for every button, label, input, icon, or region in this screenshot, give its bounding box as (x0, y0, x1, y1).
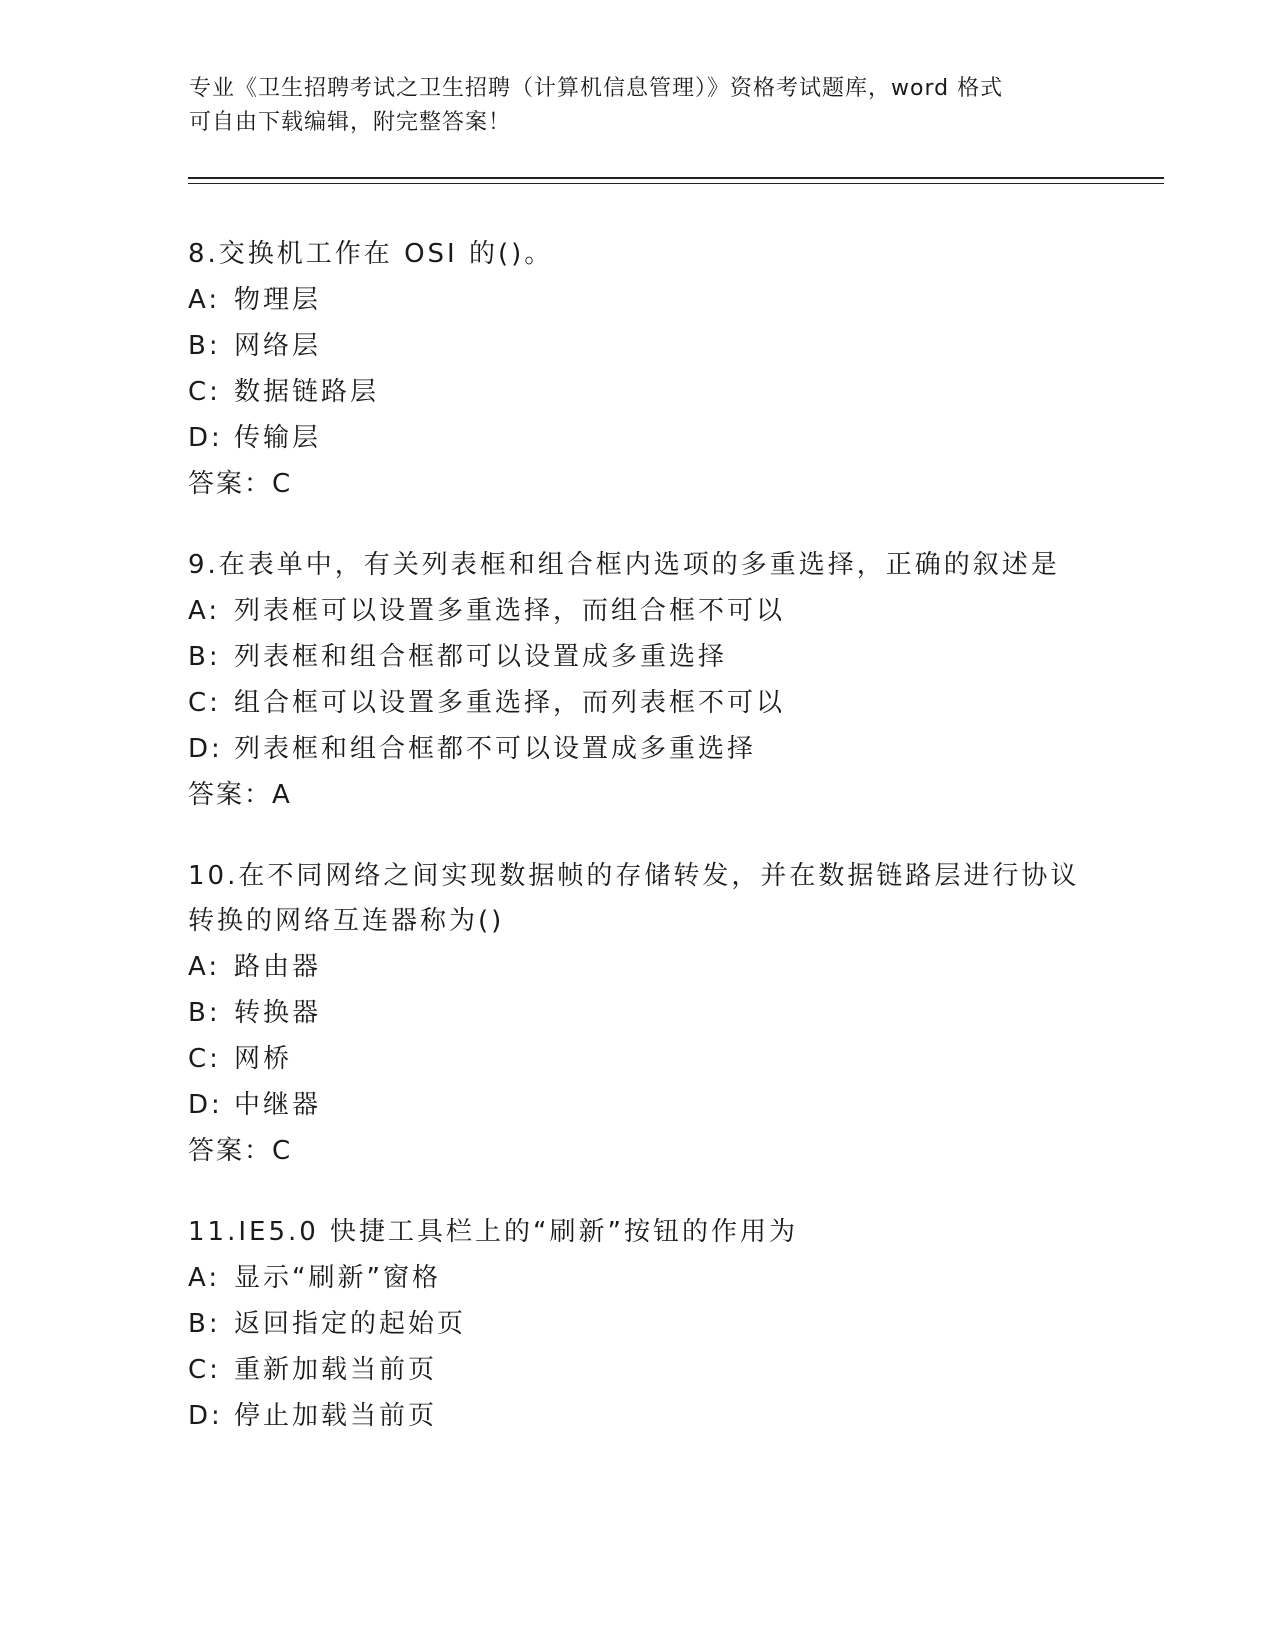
question-stem: 10.在不同网络之间实现数据帧的存储转发，并在数据链路层进行协议转换的网络互连器称为() (188, 861, 1080, 936)
option-text: 路由器 (234, 952, 322, 982)
option-letter: A: (188, 1263, 221, 1293)
option-letter: B: (188, 1309, 221, 1339)
option-a (188, 588, 1088, 634)
option-text: 组合框可以设置多重选择，而列表框不可以 (234, 688, 786, 718)
option-c (188, 1036, 1088, 1082)
option-letter: B: (188, 998, 221, 1028)
option-text: 列表框和组合框都可以设置成多重选择 (234, 642, 728, 672)
option-b (188, 323, 1088, 369)
option-c (188, 1347, 1088, 1393)
option-a (188, 277, 1088, 323)
option-text: 转换器 (234, 998, 322, 1028)
answer-label: 答案： (188, 469, 273, 499)
option-letter: C: (188, 1044, 221, 1074)
option-letter: C: (188, 377, 221, 407)
option-letter: B: (188, 331, 221, 361)
question-stem: 8.交换机工作在 OSI 的()。 (188, 239, 554, 269)
option-d (188, 1393, 1088, 1439)
answer-line (188, 772, 1088, 818)
header-title-line-2: 可自由下载编辑，附完整答案！ (189, 110, 512, 135)
option-letter: D: (188, 1401, 223, 1431)
header-divider (188, 177, 1164, 184)
option-letter: B: (188, 642, 221, 672)
option-letter: D: (188, 423, 223, 453)
option-text: 列表框和组合框都不可以设置成多重选择 (234, 734, 757, 764)
question-stem: 11.IE5.0 快捷工具栏上的“刷新”按钮的作用为 (188, 1217, 798, 1247)
option-letter: D: (188, 1090, 223, 1120)
option-text: 网桥 (234, 1044, 293, 1074)
option-text: 传输层 (234, 423, 322, 453)
option-text: 数据链路层 (234, 377, 380, 407)
option-b (188, 990, 1088, 1036)
question-11 (188, 1210, 1088, 1439)
option-text: 网络层 (234, 331, 322, 361)
option-letter: D: (188, 734, 223, 764)
option-letter: A: (188, 596, 221, 626)
question-10 (188, 854, 1088, 1174)
option-text: 物理层 (234, 285, 322, 315)
option-d (188, 726, 1088, 772)
option-b (188, 1301, 1088, 1347)
option-text: 重新加载当前页 (234, 1355, 438, 1385)
option-c (188, 680, 1088, 726)
option-a (188, 944, 1088, 990)
document-header (189, 72, 1089, 140)
answer-line (188, 1128, 1088, 1174)
question-8 (188, 232, 1088, 507)
option-text: 显示“刷新”窗格 (234, 1263, 441, 1293)
option-text: 停止加载当前页 (234, 1401, 438, 1431)
question-stem: 9.在表单中，有关列表框和组合框内选项的多重选择，正确的叙述是 (188, 550, 1060, 580)
question-9 (188, 543, 1088, 818)
option-text: 中继器 (234, 1090, 322, 1120)
header-title-line-1: 专业《卫生招聘考试之卫生招聘（计算机信息管理）》资格考试题库，word 格式 (189, 76, 1004, 101)
option-letter: A: (188, 285, 221, 315)
answer-value: C (272, 1136, 292, 1166)
answer-label: 答案： (188, 780, 273, 810)
option-letter: C: (188, 688, 221, 718)
option-a (188, 1255, 1088, 1301)
option-letter: A: (188, 952, 221, 982)
option-d (188, 415, 1088, 461)
option-letter: C: (188, 1355, 221, 1385)
question-list (188, 232, 1088, 1475)
answer-label: 答案： (188, 1136, 273, 1166)
option-b (188, 634, 1088, 680)
option-c (188, 369, 1088, 415)
answer-value: A (272, 780, 291, 810)
answer-value: C (272, 469, 292, 499)
answer-line (188, 461, 1088, 507)
option-text: 列表框可以设置多重选择，而组合框不可以 (234, 596, 786, 626)
option-text: 返回指定的起始页 (234, 1309, 467, 1339)
option-d (188, 1082, 1088, 1128)
